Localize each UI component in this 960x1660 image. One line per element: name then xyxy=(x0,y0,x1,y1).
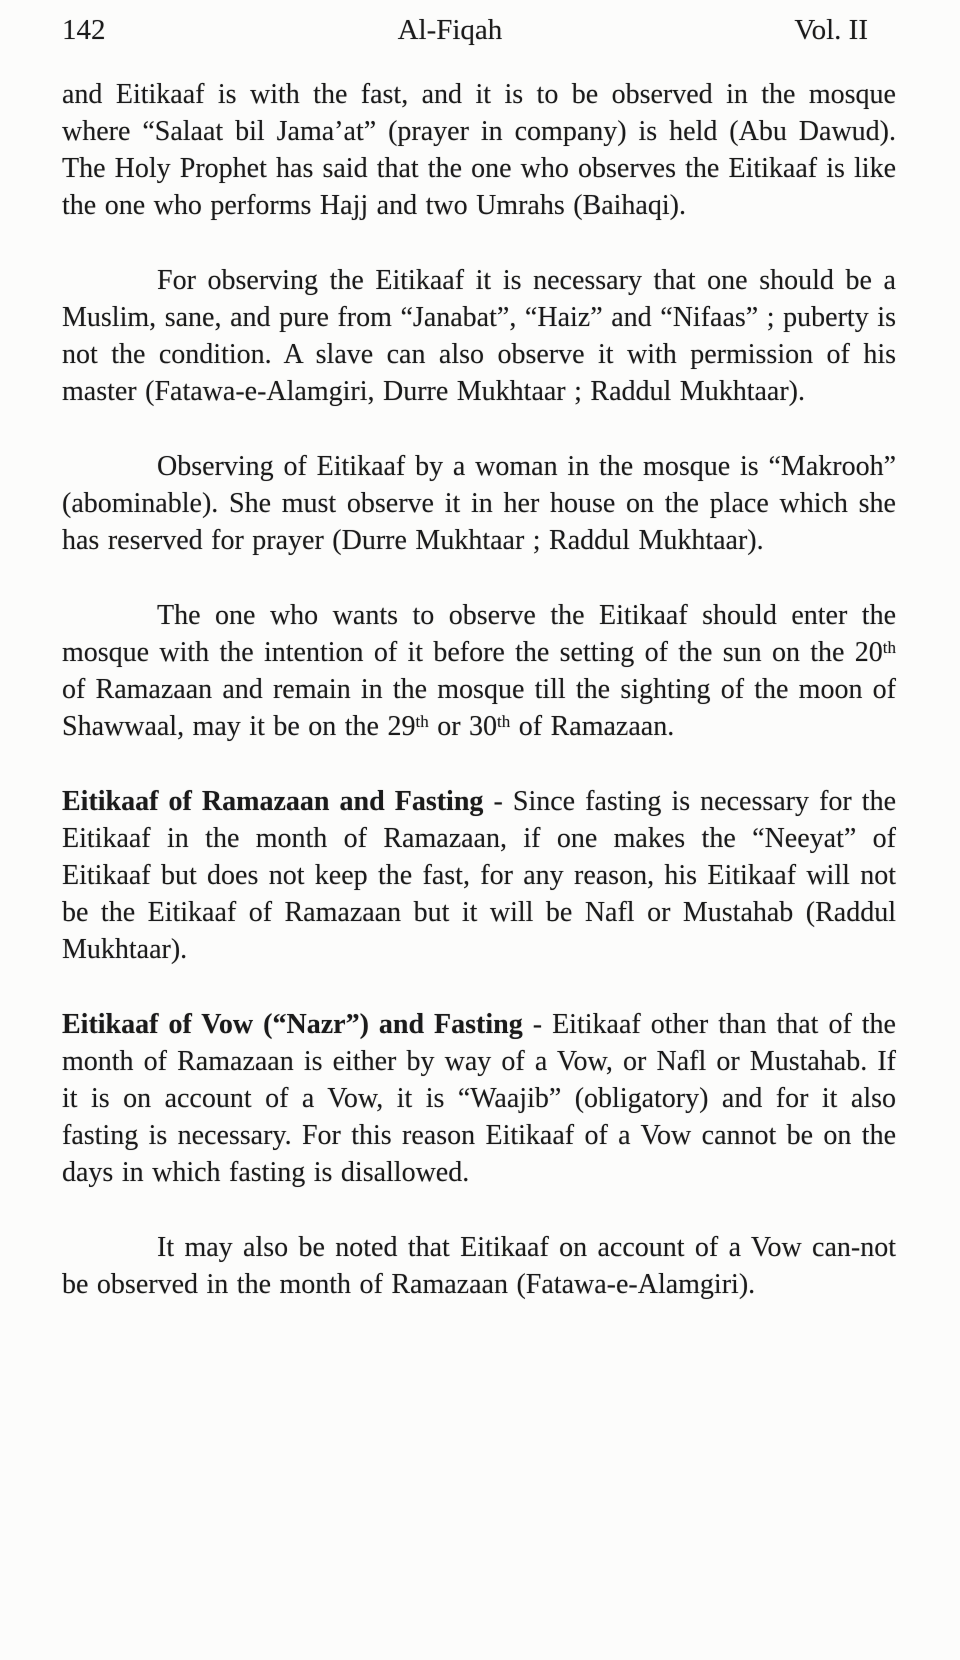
paragraph-4-text-2: of Ramazaan and remain in the mosque till the sighting of the moon of Shawwaal, may it be on the 29 xyxy=(62,674,896,742)
heading-separator: - xyxy=(522,1009,553,1040)
paragraph-6-text: Eitikaaf other than that of the month of Ramazaan is either by way of a Vow, or Nafl or Mustahab. If it is on account of a Vow, it is “Waajib” (obligatory) and for it also fasting is necessary. For this reason Eitikaaf of a Vow cannot be on the days in which fasting is disallowed. xyxy=(62,1009,896,1188)
paragraph-5-text: Since fasting is necessary for the Eitikaaf in the month of Ramazaan, if one makes the “Neeyat” of Eitikaaf but does not keep the fast, for any reason, his Eitikaaf will not be the Eitikaaf of Ramazaan but it will be Nafl or Mustahab (Raddul Mukhtaar). xyxy=(62,786,896,965)
page-number: 142 xyxy=(62,14,106,46)
paragraph-4-text-3: or 30 xyxy=(428,711,498,742)
ordinal-suffix-20th: th xyxy=(882,638,896,657)
ordinal-suffix-29th: th xyxy=(415,712,429,731)
heading-separator: - xyxy=(483,786,513,817)
page-body xyxy=(0,48,960,1303)
paragraph-4 xyxy=(62,597,896,745)
paragraph-5 xyxy=(62,783,896,968)
section-heading-eitikaaf-ramazaan-fasting: Eitikaaf of Ramazaan and Fasting xyxy=(62,786,484,817)
paragraph-4-text-4: of Ramazaan. xyxy=(510,711,675,742)
paragraph-6 xyxy=(62,1006,896,1191)
volume-label: Vol. II xyxy=(794,14,868,46)
paragraph-7: It may also be noted that Eitikaaf on account of a Vow can-not be observed in the month of Ramazaan (Fatawa-e-Alamgiri). xyxy=(62,1232,896,1300)
page-header xyxy=(0,0,960,48)
paragraph-4-text-1: The one who wants to observe the Eitikaaf should enter the mosque with the intention of it before the setting of the sun on the 20 xyxy=(62,600,896,668)
paragraph-1: and Eitikaaf is with the fast, and it is to be observed in the mosque where “Salaat bil Jama’at” (prayer in company) is held (Abu Dawud). The Holy Prophet has said that the one who observes the Eitikaaf is like the one who performs Hajj and two Umrahs (Baihaqi). xyxy=(62,79,896,221)
ordinal-suffix-30th: th xyxy=(497,712,511,731)
book-title: Al-Fiqah xyxy=(397,14,503,46)
paragraph-2: For observing the Eitikaaf it is necessary that one should be a Muslim, sane, and pure from “Janabat”, “Haiz” and “Nifaas” ; puberty is not the condition. A slave can also observe it with permission of his master (Fatawa-e-Alamgiri, Durre Mukhtaar ; Raddul Mukhtaar). xyxy=(62,265,896,407)
section-heading-eitikaaf-vow-fasting: Eitikaaf of Vow (“Nazr”) and Fasting xyxy=(62,1009,523,1040)
paragraph-3: Observing of Eitikaaf by a woman in the mosque is “Makrooh” (abominable). She must observe it in her house on the place which she has reserved for prayer (Durre Mukhtaar ; Raddul Mukhtaar). xyxy=(62,451,896,556)
